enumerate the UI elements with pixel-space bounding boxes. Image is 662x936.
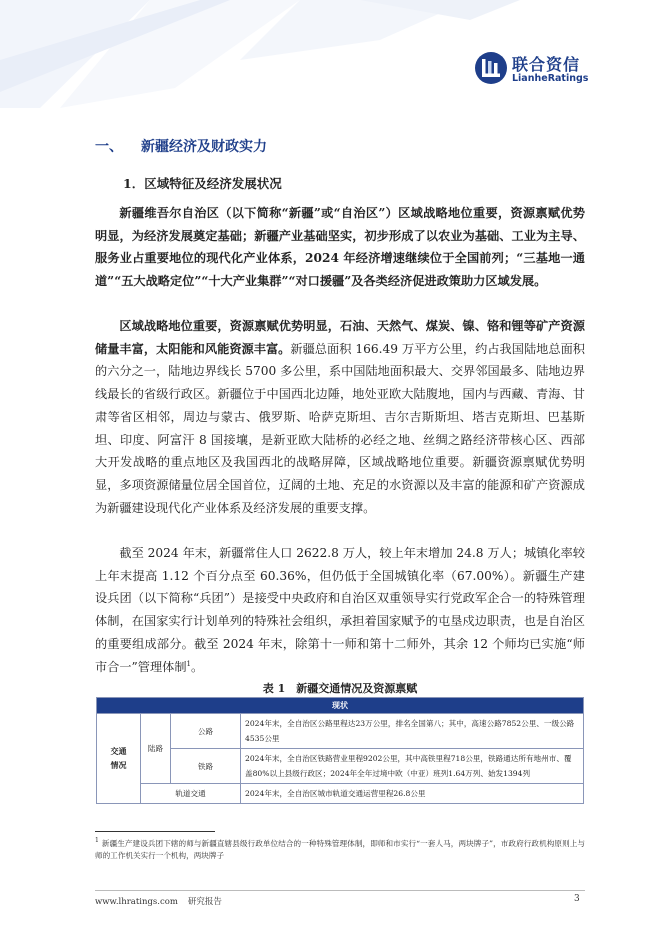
description-cell: 2024年末，全自治区铁路营业里程9202公里，其中高铁里程718公里，铁路通达所有地州市、覆盖80%以上县级行政区；2024年全年过境中欧（中亚）班列1.64万列、始发1394列 — [241, 749, 584, 784]
population-paragraph-body: 截至 2024 年末，新疆常住人口 2622.8 万人，较上年末增加 24.8 万人；城镇化率较上年末提高 1.12 个百分点至 60.36%，但仍低于全国城镇化率（67.00%）。新疆生产建设兵团（以下简称“兵团”）是接受中央政府和自治区双重领导实行党政军企合一的特殊管理体制，在国家实行计划单列的特殊社会组织，承担着国家赋予的屯垦戍边职责，也是自治区的重要组成部分。截至 2024 年末，除第十一师和第十二师外，其余 12 个师均已实施“师市合一”管理体制 — [95, 546, 585, 674]
item-cell: 铁路 — [171, 749, 241, 784]
description-cell: 2024年末，全自治区公路里程达23万公里，排名全国第八；其中，高速公路7852公里、一级公路4535公里 — [241, 714, 584, 749]
footer-doc-type: 研究报告 — [187, 897, 222, 907]
table-row — [97, 784, 584, 804]
item-cell: 轨道交通 — [141, 784, 241, 804]
footnote-text: 新疆生产建设兵团下辖的师与新疆直辖县级行政单位结合的一种特殊管理体制，即师和市实行“一套人马，两块牌子”，市政府行政机构原则上与师的工作机关实行一个机构，两块牌子 — [95, 839, 585, 860]
table-header-row — [97, 698, 584, 714]
footer-website-link[interactable]: www.lhratings.com — [95, 897, 178, 907]
footnote-mark: 1 — [95, 837, 99, 845]
region-paragraph-body: 新疆总面积 166.49 万平方公里，约占我国陆地总面积的六分之一，陆地边界线长 5700 多公里，系中国陆地面积最大、交界邻国最多、陆地边界线最长的省级行政区。新疆位于中国西北边陲，地处亚欧大陆腹地，国内与西藏、青海、甘肃等省区相邻，周边与蒙古、俄罗斯、哈萨克斯坦、吉尔吉斯斯坦、塔吉克斯坦、巴基斯坦、印度、阿富汗 8 国接壤，是新亚欧大陆桥的必经之地、丝绸之路经济带核心区、西部大开发战略的重点地区及我国西北的战略屏障，区域战略地位重要。新疆资源禀赋优势明显，多项资源储量位居全国首位，辽阔的土地、充足的水资源以及丰富的能源和矿产资源成为新疆建设现代化产业体系及经济发展的重要支撑。 — [95, 341, 585, 515]
page-number: 3 — [574, 894, 580, 904]
footer-divider — [95, 890, 585, 891]
section-number: 一、 — [95, 139, 123, 155]
footnote-reference[interactable]: 1 — [186, 659, 192, 668]
section-title: 新疆经济及财政实力 — [141, 139, 267, 155]
summary-paragraph: 新疆维吾尔自治区（以下简称“新疆”或“自治区”）区域战略地位重要，资源禀赋优势明显，为经济发展奠定基础；新疆产业基础坚实，初步形成了以农业为基础、工业为主导、服务业占重要地位的现代化产业体系，2024 年经济增速继续位于全国前列；“三基地一通道”“五大战略定位”“十大产业集群”“对口援疆”及各类经济促进政策助力区域发展。 — [95, 206, 585, 289]
table-row — [97, 749, 584, 784]
company-logo — [474, 51, 614, 87]
table-header-cell: 现状 — [97, 698, 584, 714]
lianhe-logo-icon — [474, 51, 508, 85]
category-label-line2: 情况 — [110, 760, 127, 770]
category-label-line1: 交通 — [110, 746, 127, 756]
description-cell: 2024年末，全自治区城市轨道交通运营里程26.8公里 — [241, 784, 584, 804]
table-caption: 表 1 新疆交通情况及资源禀赋 — [262, 682, 418, 695]
footer-info — [95, 895, 222, 907]
population-paragraph-end: 。 — [191, 659, 204, 674]
table-row — [97, 714, 584, 749]
subsection-heading: 1．区域特征及经济发展状况 — [123, 176, 282, 191]
subcategory-cell: 陆路 — [141, 714, 171, 784]
logo-name-english: LianheRatings — [512, 73, 589, 84]
transport-table — [96, 697, 584, 804]
logo-name-chinese: 联合资信 — [512, 55, 581, 74]
footnote — [95, 838, 585, 862]
region-paragraph-lead: 区域战略地位重要，资源禀赋优势明显，石油、天然气、煤炭、镍、铬和锂等矿产资源储量丰富，太阳能和风能资源丰富。 — [95, 319, 585, 356]
population-paragraph — [95, 542, 585, 678]
category-cell — [97, 714, 141, 804]
footnote-divider — [95, 831, 215, 832]
item-cell: 公路 — [171, 714, 241, 749]
region-paragraph — [95, 315, 585, 519]
section-heading — [95, 136, 267, 156]
